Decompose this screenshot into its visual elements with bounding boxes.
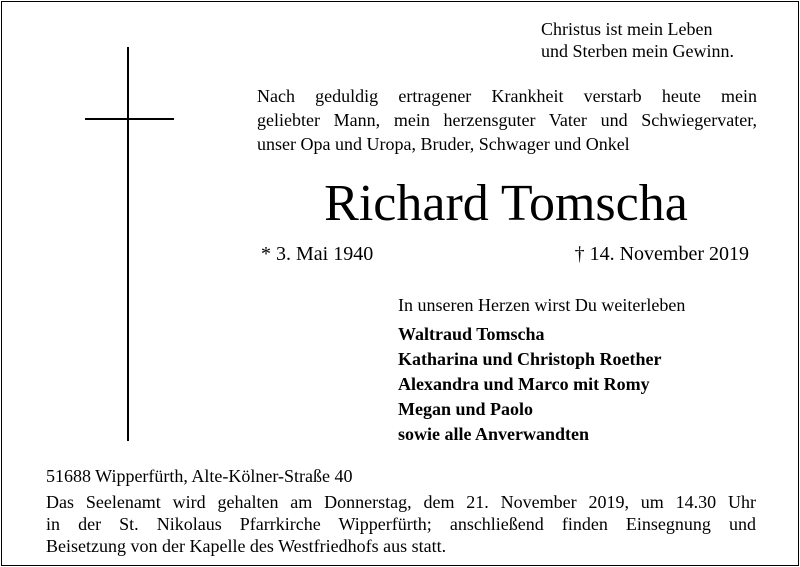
mourner-name: sowie alle Anverwandten <box>398 424 589 444</box>
service-line: in der St. Nikolaus Pfarrkirche Wipperfürth; anschließend finden Einsegnung und <box>46 514 756 534</box>
mourner-name: Katharina und Christoph Roether <box>398 349 662 369</box>
mourner-name: Alexandra und Marco mit Romy <box>398 374 650 394</box>
mourners-list <box>398 322 662 447</box>
service-line: Das Seelenamt wird gehalten am Donnerstag, dem 21. November 2019, um 14.30 Uhr <box>46 492 756 512</box>
intro-line: unser Opa und Uropa, Bruder, Schwager und Onkel <box>257 134 630 154</box>
service-line: Beisetzung von der Kapelle des Westfriedhofs aus statt. <box>46 536 447 556</box>
cross-icon-horizontal <box>85 118 174 120</box>
mourner-name: Waltraud Tomscha <box>398 324 545 344</box>
birth-date: * 3. Mai 1940 <box>261 243 374 265</box>
memory-line: In unseren Herzen wirst Du weiterleben <box>398 295 686 315</box>
family-address: 51688 Wipperfürth, Alte-Kölner-Straße 40 <box>46 466 353 486</box>
intro-line: geliebter Mann, mein herzensguter Vater und Schwiegervater, <box>257 110 757 130</box>
service-info <box>46 491 756 557</box>
mourner-name: Megan und Paolo <box>398 399 534 419</box>
motto-line: und Sterben mein Gewinn. <box>541 41 734 61</box>
intro-text <box>257 84 757 156</box>
cross-icon-vertical <box>127 47 129 441</box>
motto-line: Christus ist mein Leben <box>541 19 713 39</box>
bible-motto <box>541 18 734 62</box>
deceased-name: Richard Tomscha <box>324 175 688 232</box>
intro-line: Nach geduldig ertragener Krankheit verstarb heute mein <box>257 86 757 106</box>
death-date: † 14. November 2019 <box>574 243 749 265</box>
